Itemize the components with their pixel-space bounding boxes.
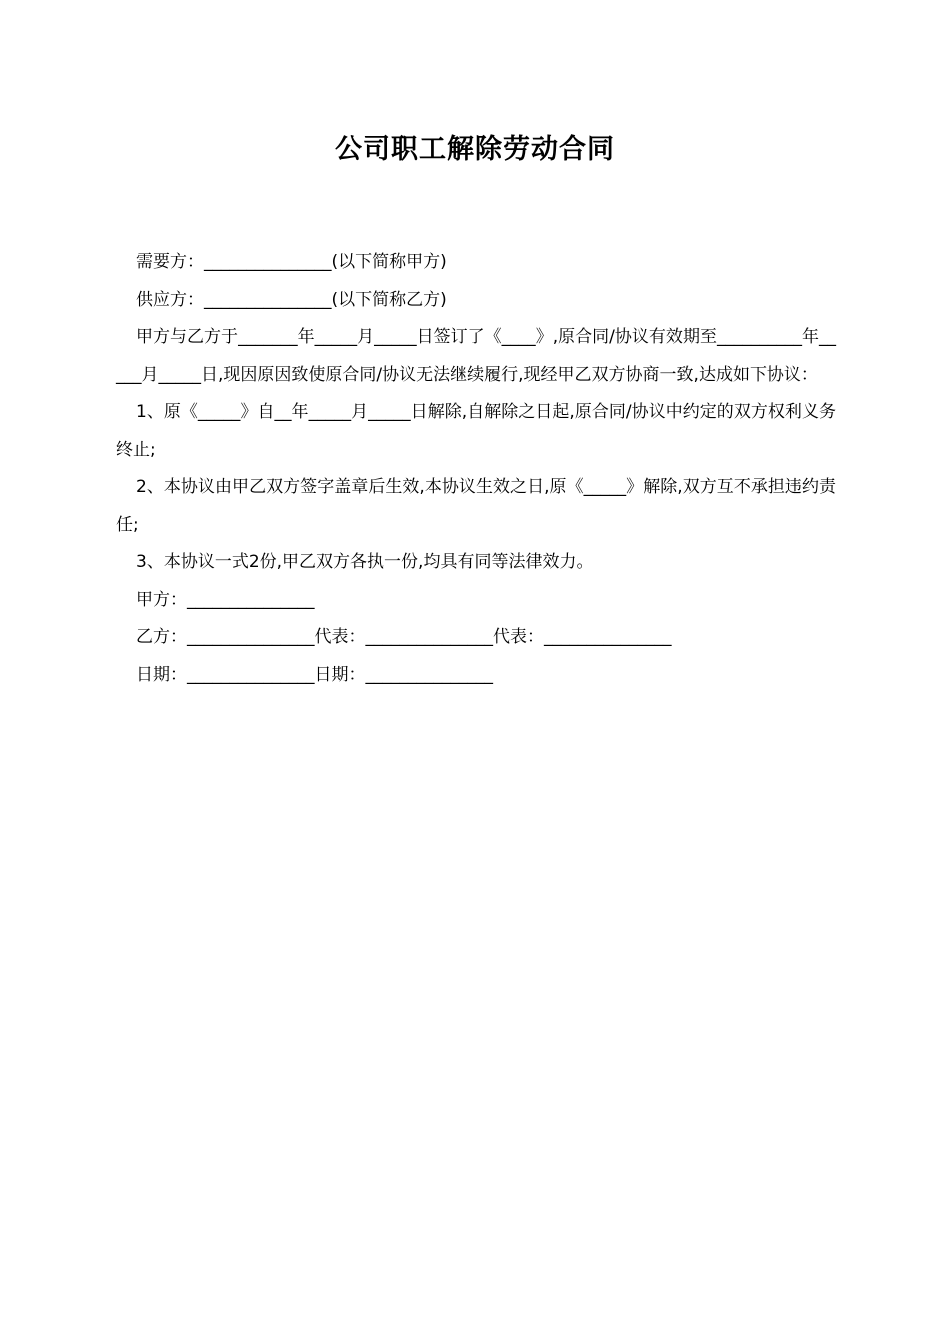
clause-1: 1、原《_____》自__年_____月_____日解除,自解除之日起,原合同/协议中约定的双方权利义务终止; [116,402,836,460]
document-title: 公司职工解除劳动合同 [335,134,615,165]
clause-2: 2、本协议由甲乙双方签字盖章后生效,本协议生效之日,原《_____》解除,双方互不承担违约责任; [116,477,836,535]
agreement-preamble: 甲方与乙方于_______年_____月_____日签订了《____》,原合同/协议有效期至__________年_____月_____日,现因原因致使原合同/协议无法继续履行,现经甲乙双方协商一致,达成如下协议： [116,327,836,385]
clause-3: 3、本协议一式2份,甲乙双方各执一份,均具有同等法律效力。 [136,552,594,572]
signature-dates: 日期：_______________日期：_______________ [136,664,493,685]
signature-party-a: 甲方：_______________ [136,589,315,610]
party-a-line: 需要方：_______________(以下简称甲方) [136,252,447,272]
document-body [116,244,836,694]
party-b-line: 供应方：_______________(以下简称乙方) [136,289,447,310]
signature-party-b-representatives: 乙方：_______________代表：_______________代表：_______________ [136,627,672,647]
